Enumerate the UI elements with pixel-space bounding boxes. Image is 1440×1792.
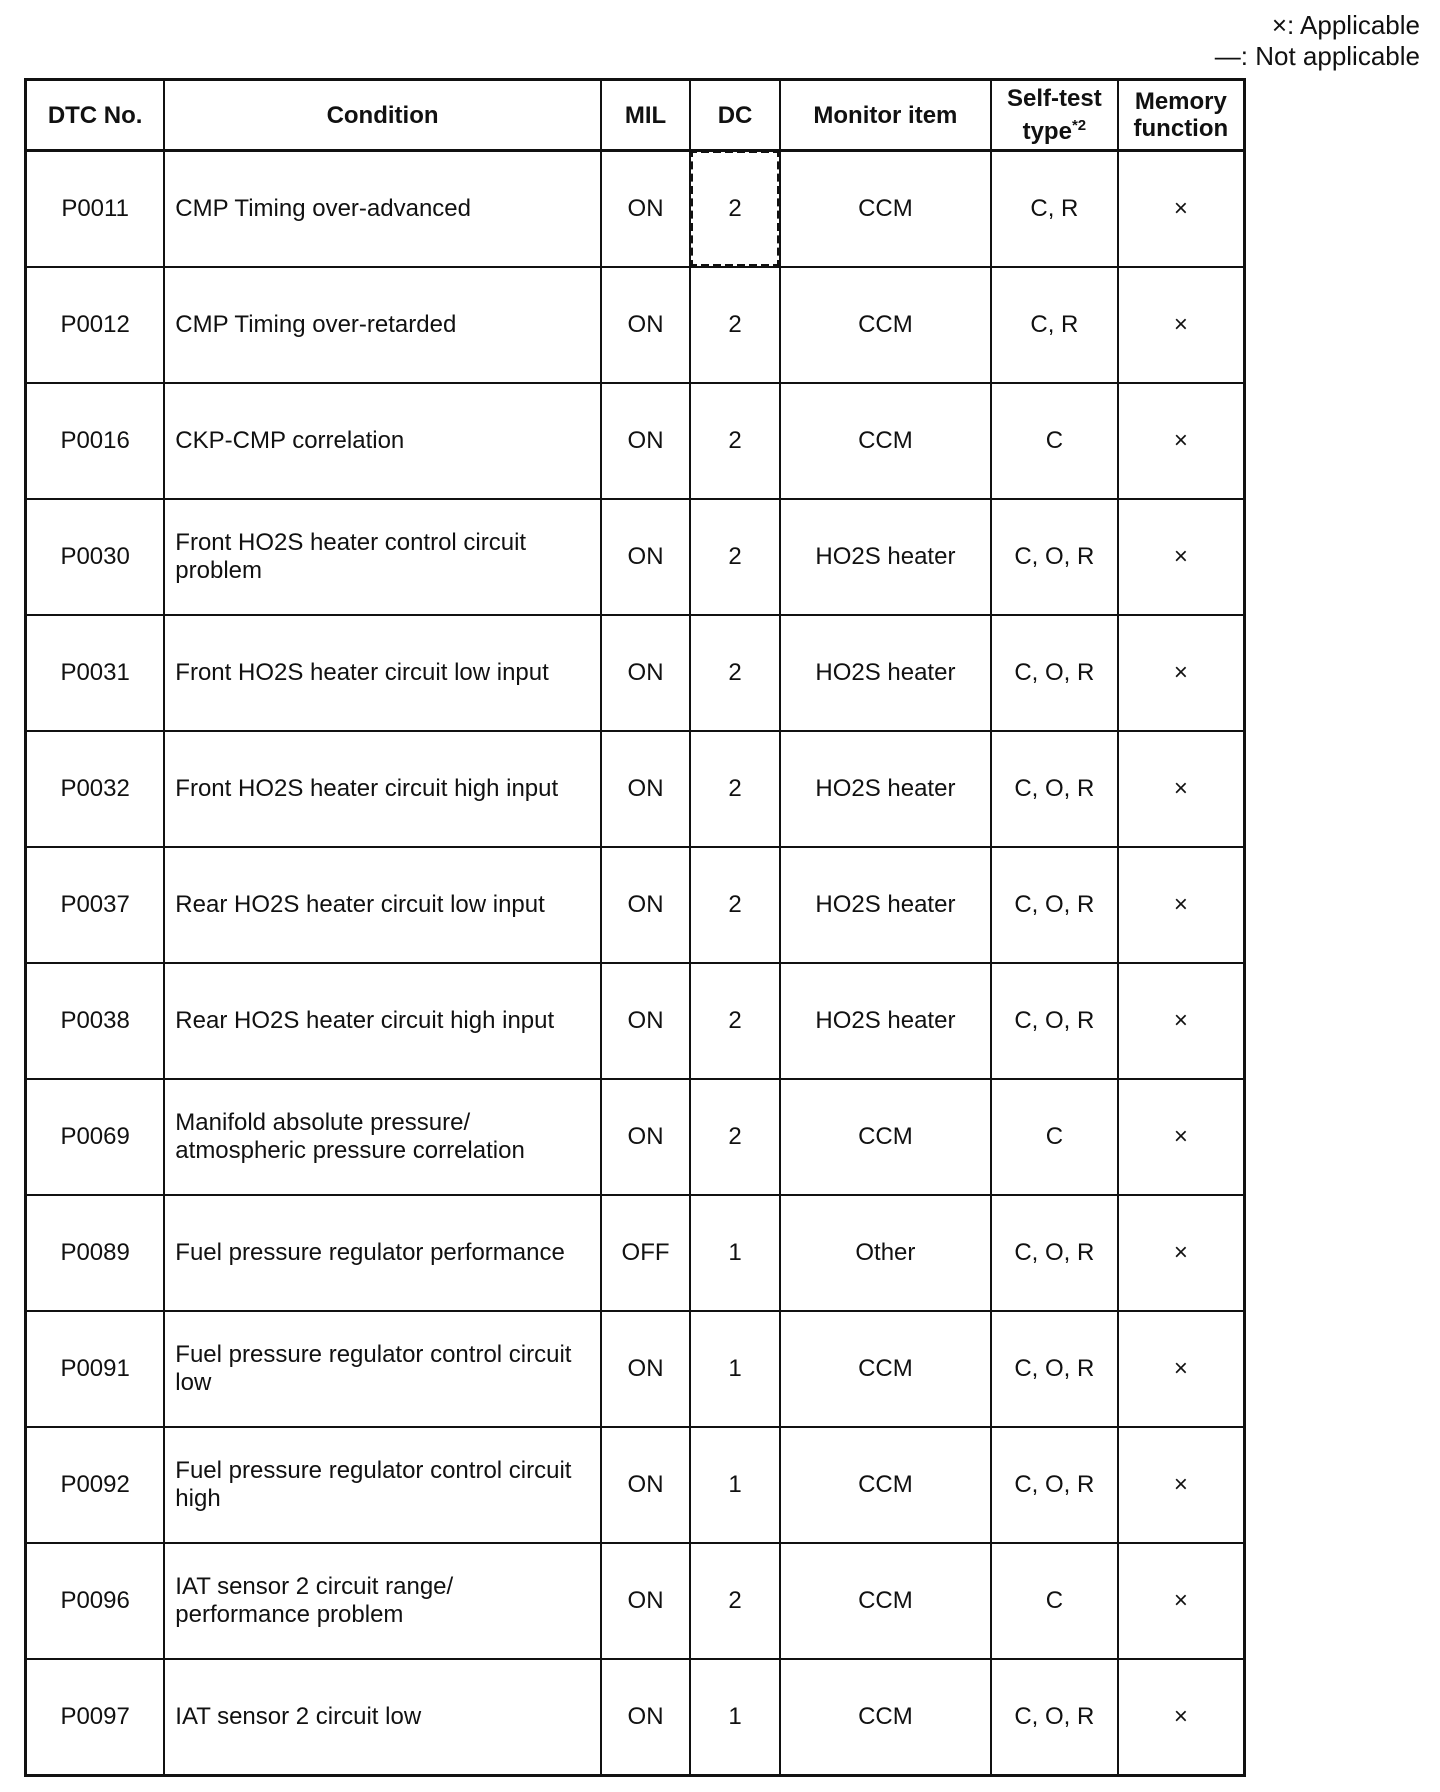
header-self-test-type: [991, 80, 1118, 151]
cell-dc: 2: [690, 499, 780, 615]
cell-dtc: P0032: [26, 731, 165, 847]
cell-self-test-type: C, O, R: [991, 1311, 1118, 1427]
cell-memory-function: ×: [1118, 1079, 1245, 1195]
cell-dc: 2: [690, 731, 780, 847]
cell-dtc: P0012: [26, 267, 165, 383]
cell-monitor-item: Other: [780, 1195, 991, 1311]
table-body: [26, 151, 1245, 1776]
cell-dtc: P0031: [26, 615, 165, 731]
cell-condition: Manifold absolute pressure/ atmospheric pressure correlation: [164, 1079, 601, 1195]
cell-self-test-type: C: [991, 1079, 1118, 1195]
cell-memory-function: ×: [1118, 1427, 1245, 1543]
cell-mil: ON: [601, 1311, 691, 1427]
cell-memory-function: ×: [1118, 383, 1245, 499]
cell-dtc: P0037: [26, 847, 165, 963]
cell-self-test-type: C, O, R: [991, 963, 1118, 1079]
cell-mil: ON: [601, 731, 691, 847]
cell-dc: 2: [690, 151, 780, 268]
cell-memory-function: ×: [1118, 1195, 1245, 1311]
cell-self-test-type: C: [991, 1543, 1118, 1659]
cell-self-test-type: C: [991, 383, 1118, 499]
cell-condition: CMP Timing over-advanced: [164, 151, 601, 268]
cell-monitor-item: CCM: [780, 1543, 991, 1659]
header-self-test-footnote: *2: [1071, 117, 1087, 134]
cell-condition: Front HO2S heater circuit low input: [164, 615, 601, 731]
cell-dc: 1: [690, 1311, 780, 1427]
header-memory-line1: Memory: [1134, 88, 1227, 115]
cell-monitor-item: CCM: [780, 267, 991, 383]
header-memory-function: [1118, 80, 1245, 151]
legend-applicable: ×: Applicable: [1271, 10, 1420, 40]
cell-dtc: P0011: [26, 151, 165, 268]
cell-self-test-type: C, O, R: [991, 731, 1118, 847]
cell-condition: Fuel pressure regulator control circuit high: [164, 1427, 601, 1543]
cell-mil: ON: [601, 499, 691, 615]
cell-condition: Front HO2S heater circuit high input: [164, 731, 601, 847]
cell-mil: ON: [601, 1079, 691, 1195]
legend: [1215, 10, 1420, 72]
cell-self-test-type: C, O, R: [991, 499, 1118, 615]
cell-dc: 1: [690, 1659, 780, 1776]
table-row: [26, 1195, 1245, 1311]
cell-memory-function: ×: [1118, 1311, 1245, 1427]
table-row: [26, 1079, 1245, 1195]
cell-condition: Fuel pressure regulator performance: [164, 1195, 601, 1311]
table-row: [26, 499, 1245, 615]
cell-self-test-type: C, O, R: [991, 1659, 1118, 1776]
table-row: [26, 1659, 1245, 1776]
table-row: [26, 1427, 1245, 1543]
table-header: [26, 80, 1245, 151]
header-monitor-item: Monitor item: [780, 80, 991, 151]
cell-mil: ON: [601, 615, 691, 731]
cell-dtc: P0030: [26, 499, 165, 615]
table-row: [26, 963, 1245, 1079]
cell-self-test-type: C, O, R: [991, 847, 1118, 963]
cell-dtc: P0097: [26, 1659, 165, 1776]
cell-condition: Rear HO2S heater circuit low input: [164, 847, 601, 963]
cell-mil: ON: [601, 1427, 691, 1543]
cell-monitor-item: CCM: [780, 1311, 991, 1427]
cell-monitor-item: CCM: [780, 383, 991, 499]
cell-monitor-item: CCM: [780, 1659, 991, 1776]
cell-memory-function: ×: [1118, 731, 1245, 847]
cell-condition: Rear HO2S heater circuit high input: [164, 963, 601, 1079]
cell-memory-function: ×: [1118, 1659, 1245, 1776]
cell-condition: CKP-CMP correlation: [164, 383, 601, 499]
cell-memory-function: ×: [1118, 615, 1245, 731]
cell-dc: 2: [690, 615, 780, 731]
cell-self-test-type: C, O, R: [991, 1427, 1118, 1543]
header-dtc: DTC No.: [26, 80, 165, 151]
cell-monitor-item: CCM: [780, 1427, 991, 1543]
cell-condition: CMP Timing over-retarded: [164, 267, 601, 383]
cell-memory-function: ×: [1118, 1543, 1245, 1659]
cell-mil: ON: [601, 1543, 691, 1659]
cell-self-test-type: C, R: [991, 151, 1118, 268]
cell-dc: 2: [690, 847, 780, 963]
table-row: [26, 1311, 1245, 1427]
table-row: [26, 615, 1245, 731]
cell-dc: 2: [690, 1079, 780, 1195]
table-row: [26, 1543, 1245, 1659]
cell-dtc: P0089: [26, 1195, 165, 1311]
cell-monitor-item: HO2S heater: [780, 615, 991, 731]
table-row: [26, 731, 1245, 847]
cell-self-test-type: C, O, R: [991, 1195, 1118, 1311]
header-condition: Condition: [164, 80, 601, 151]
cell-memory-function: ×: [1118, 963, 1245, 1079]
cell-mil: ON: [601, 267, 691, 383]
cell-dtc: P0069: [26, 1079, 165, 1195]
header-dc: DC: [690, 80, 780, 151]
cell-monitor-item: HO2S heater: [780, 963, 991, 1079]
legend-not-applicable: —: Not applicable: [1214, 41, 1420, 71]
cell-monitor-item: HO2S heater: [780, 731, 991, 847]
cell-condition: Front HO2S heater control circuit problem: [164, 499, 601, 615]
cell-condition: Fuel pressure regulator control circuit low: [164, 1311, 601, 1427]
cell-memory-function: ×: [1118, 267, 1245, 383]
cell-dc: 1: [690, 1195, 780, 1311]
cell-dc: 1: [690, 1427, 780, 1543]
cell-monitor-item: CCM: [780, 151, 991, 268]
cell-mil: OFF: [601, 1195, 691, 1311]
cell-dtc: P0091: [26, 1311, 165, 1427]
cell-memory-function: ×: [1118, 151, 1245, 268]
cell-self-test-type: C, R: [991, 267, 1118, 383]
cell-mil: ON: [601, 963, 691, 1079]
cell-monitor-item: HO2S heater: [780, 847, 991, 963]
table-row: [26, 267, 1245, 383]
header-row: [26, 80, 1245, 151]
cell-dtc: P0038: [26, 963, 165, 1079]
cell-dtc: P0092: [26, 1427, 165, 1543]
header-mil: MIL: [601, 80, 691, 151]
cell-dc: 2: [690, 1543, 780, 1659]
cell-dc: 2: [690, 383, 780, 499]
cell-condition: IAT sensor 2 circuit low: [164, 1659, 601, 1776]
cell-dc: 2: [690, 267, 780, 383]
table-row: [26, 383, 1245, 499]
cell-mil: ON: [601, 151, 691, 268]
cell-memory-function: ×: [1118, 499, 1245, 615]
cell-memory-function: ×: [1118, 847, 1245, 963]
header-self-test-label: Self-test type: [1007, 85, 1102, 145]
cell-self-test-type: C, O, R: [991, 615, 1118, 731]
table-row: [26, 847, 1245, 963]
table-row: [26, 151, 1245, 268]
cell-monitor-item: HO2S heater: [780, 499, 991, 615]
cell-dtc: P0096: [26, 1543, 165, 1659]
cell-dtc: P0016: [26, 383, 165, 499]
cell-mil: ON: [601, 383, 691, 499]
cell-condition: IAT sensor 2 circuit range/ performance problem: [164, 1543, 601, 1659]
cell-mil: ON: [601, 847, 691, 963]
cell-mil: ON: [601, 1659, 691, 1776]
dtc-table: [24, 78, 1246, 1777]
cell-dc: 2: [690, 963, 780, 1079]
header-memory-line2: function: [1133, 115, 1229, 142]
cell-monitor-item: CCM: [780, 1079, 991, 1195]
